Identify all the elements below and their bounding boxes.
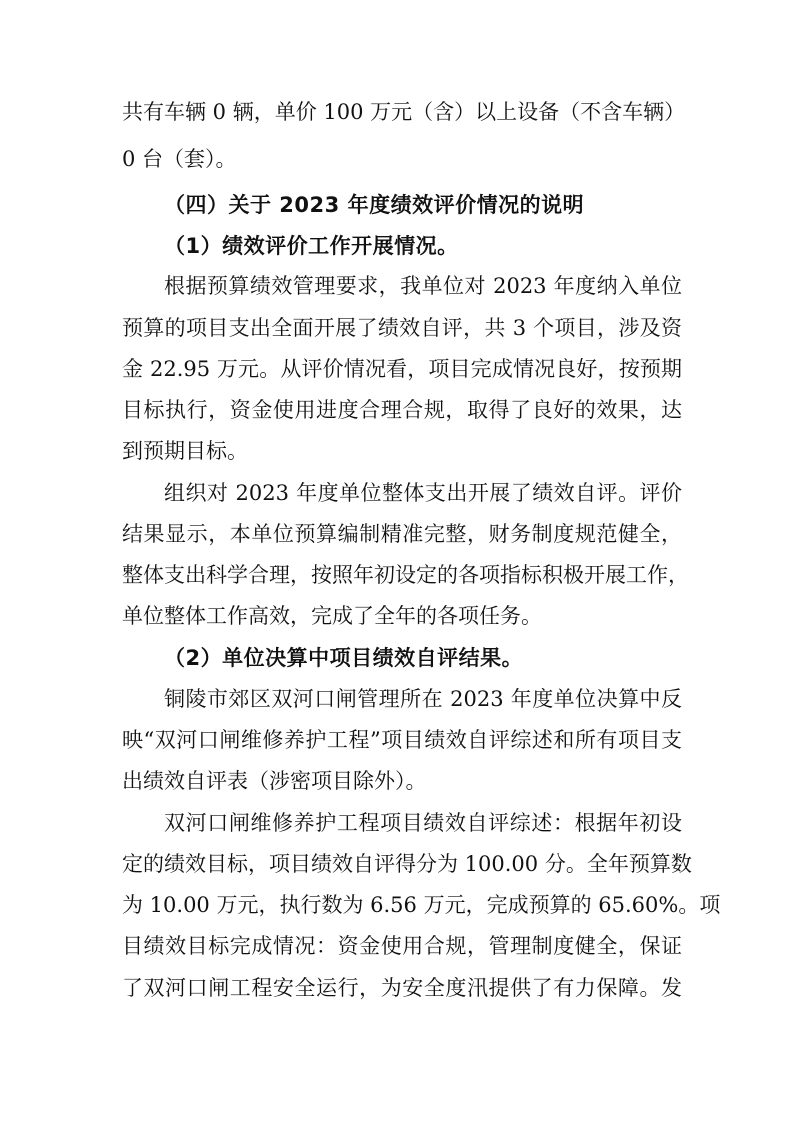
text-line: 铜陵市郊区双河口闸管理所在 2023 年度单位决算中反	[164, 687, 682, 711]
text-line: 出绩效自评表（涉密项目除外）。	[122, 769, 427, 793]
text-line: 映“双河口闸维修养护工程”项目绩效自评综述和所有项目支	[122, 728, 682, 752]
text-line: 为 10.00 万元，执行数为 6.56 万元，完成预算的 65.60%。项	[122, 893, 721, 917]
subsection-heading: （1）绩效评价工作开展情况。	[164, 234, 459, 258]
text-line: 目绩效目标完成情况：资金使用合规，管理制度健全，保证	[122, 934, 682, 958]
text-line: 到预期目标。	[122, 439, 248, 463]
text-line: 金 22.95 万元。从评价情况看，项目完成情况良好，按预期	[122, 357, 682, 381]
text-line: 根据预算绩效管理要求，我单位对 2023 年度纳入单位	[164, 274, 682, 298]
text-line: 单位整体工作高效，完成了全年的各项任务。	[122, 604, 542, 628]
text-line: 0 台（套）。	[122, 147, 237, 171]
text-line: 目标执行，资金使用进度合理合规，取得了良好的效果，达	[122, 398, 682, 422]
text-line: 预算的项目支出全面开展了绩效自评，共 3 个项目，涉及资	[122, 316, 682, 340]
text-line: 整体支出科学合理，按照年初设定的各项指标积极开展工作，	[122, 563, 689, 587]
text-line: 结果显示，本单位预算编制精准完整，财务制度规范健全，	[122, 522, 682, 546]
text-line: 定的绩效目标，项目绩效自评得分为 100.00 分。全年预算数	[122, 852, 692, 876]
subsection-heading: （2）单位决算中项目绩效自评结果。	[164, 646, 524, 670]
text-line: 共有车辆 0 辆，单价 100 万元（含）以上设备（不含车辆）	[122, 100, 686, 124]
section-heading: （四）关于 2023 年度绩效评价情况的说明	[164, 193, 585, 217]
text-line: 了双河口闸工程安全运行，为安全度汛提供了有力保障。发	[122, 976, 682, 1000]
text-line: 双河口闸维修养护工程项目绩效自评综述：根据年初设	[164, 811, 682, 835]
text-line: 组织对 2023 年度单位整体支出开展了绩效自评。评价	[164, 481, 682, 505]
